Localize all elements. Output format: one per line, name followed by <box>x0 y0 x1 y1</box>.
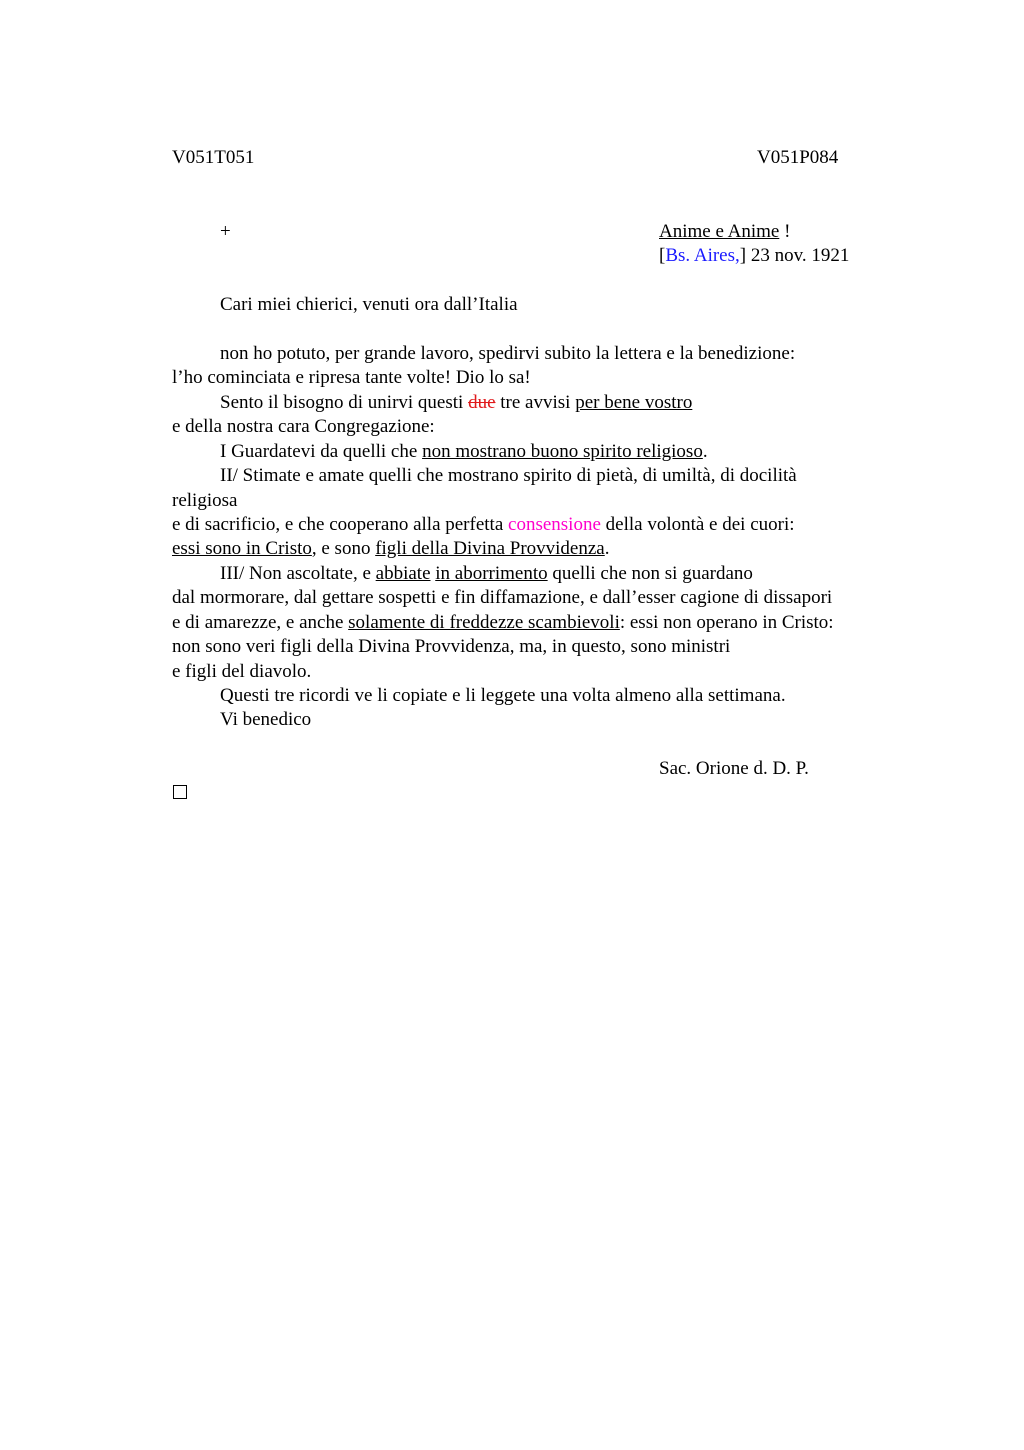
body-line <box>172 513 795 537</box>
header-right-code: V051P084 <box>757 147 839 168</box>
body-line: e della nostra cara Congregazione: <box>172 416 435 437</box>
body-line: non sono veri figli della Divina Provvidenza, ma, in questo, sono ministri <box>172 636 731 657</box>
body-line: dal mormorare, dal gettare sospetti e fin diffamazione, e dall’esser cagione di dissapori <box>172 587 833 608</box>
underlined-text: essi sono in Cristo <box>172 538 312 559</box>
body-line: non ho potuto, per grande lavoro, spedirvi subito la lettera e la benedizione: <box>220 343 796 364</box>
body-line: Vi benedico <box>220 709 312 730</box>
body-line <box>220 391 692 415</box>
place-date <box>659 244 849 268</box>
motto <box>659 220 790 244</box>
underlined-text: non mostrano buono spirito religioso <box>422 441 703 462</box>
body-line: e figli del diavolo. <box>172 661 312 682</box>
text-run: , e sono <box>311 538 376 559</box>
underlined-text: figli della Divina Provvidenza <box>375 538 605 559</box>
place: Bs. Aires, <box>665 245 740 266</box>
date: 23 nov. 1921 <box>746 245 850 266</box>
bracket-close: ] <box>739 245 747 266</box>
body-line <box>172 611 834 635</box>
variant-word: consensione <box>508 514 601 535</box>
cross-symbol: + <box>220 221 231 242</box>
text-run: III/ Non ascoltate, e <box>220 563 376 584</box>
header-left-code: V051T051 <box>172 147 255 168</box>
body-line: Questi tre ricordi ve li copiate e li leggete una volta almeno alla settimana. <box>220 685 786 706</box>
body-line: religiosa <box>172 490 238 511</box>
body-line <box>172 537 609 561</box>
end-marker-square <box>173 785 187 799</box>
body-line: II/ Stimate e amate quelli che mostrano spirito di pietà, di umiltà, di docilità <box>220 465 797 486</box>
motto-title: Anime e Anime <box>659 221 780 242</box>
underlined-text: per bene vostro <box>575 392 693 413</box>
text-run: I Guardatevi da quelli che <box>220 441 423 462</box>
motto-suffix: ! <box>779 221 791 242</box>
deleted-word: due <box>468 392 496 413</box>
text-run: della volontà e dei cuori: <box>600 514 795 535</box>
body-line: l’ho cominciata e ripresa tante volte! Dio lo sa! <box>172 367 531 388</box>
text-run: quelli che non si guardano <box>547 563 753 584</box>
text-run: e di sacrificio, e che cooperano alla perfetta <box>172 514 509 535</box>
text-run: Sento il bisogno di unirvi questi <box>220 392 469 413</box>
bracket-open: [ <box>659 245 666 266</box>
greeting: Cari miei chierici, venuti ora dall’Italia <box>220 294 518 315</box>
underlined-text: abbiate <box>375 563 431 584</box>
signature: Sac. Orione d. D. P. <box>659 758 809 779</box>
text-run: tre avvisi <box>495 392 576 413</box>
text-run: . <box>604 538 610 559</box>
text-run: e di amarezze, e anche <box>172 612 349 633</box>
body-line <box>220 562 753 586</box>
text-run: : essi non operano in Cristo: <box>619 612 834 633</box>
body-line <box>220 440 708 464</box>
underlined-text: solamente di freddezze scambievoli <box>348 612 620 633</box>
text-run: . <box>702 441 708 462</box>
underlined-text: in aborrimento <box>435 563 548 584</box>
